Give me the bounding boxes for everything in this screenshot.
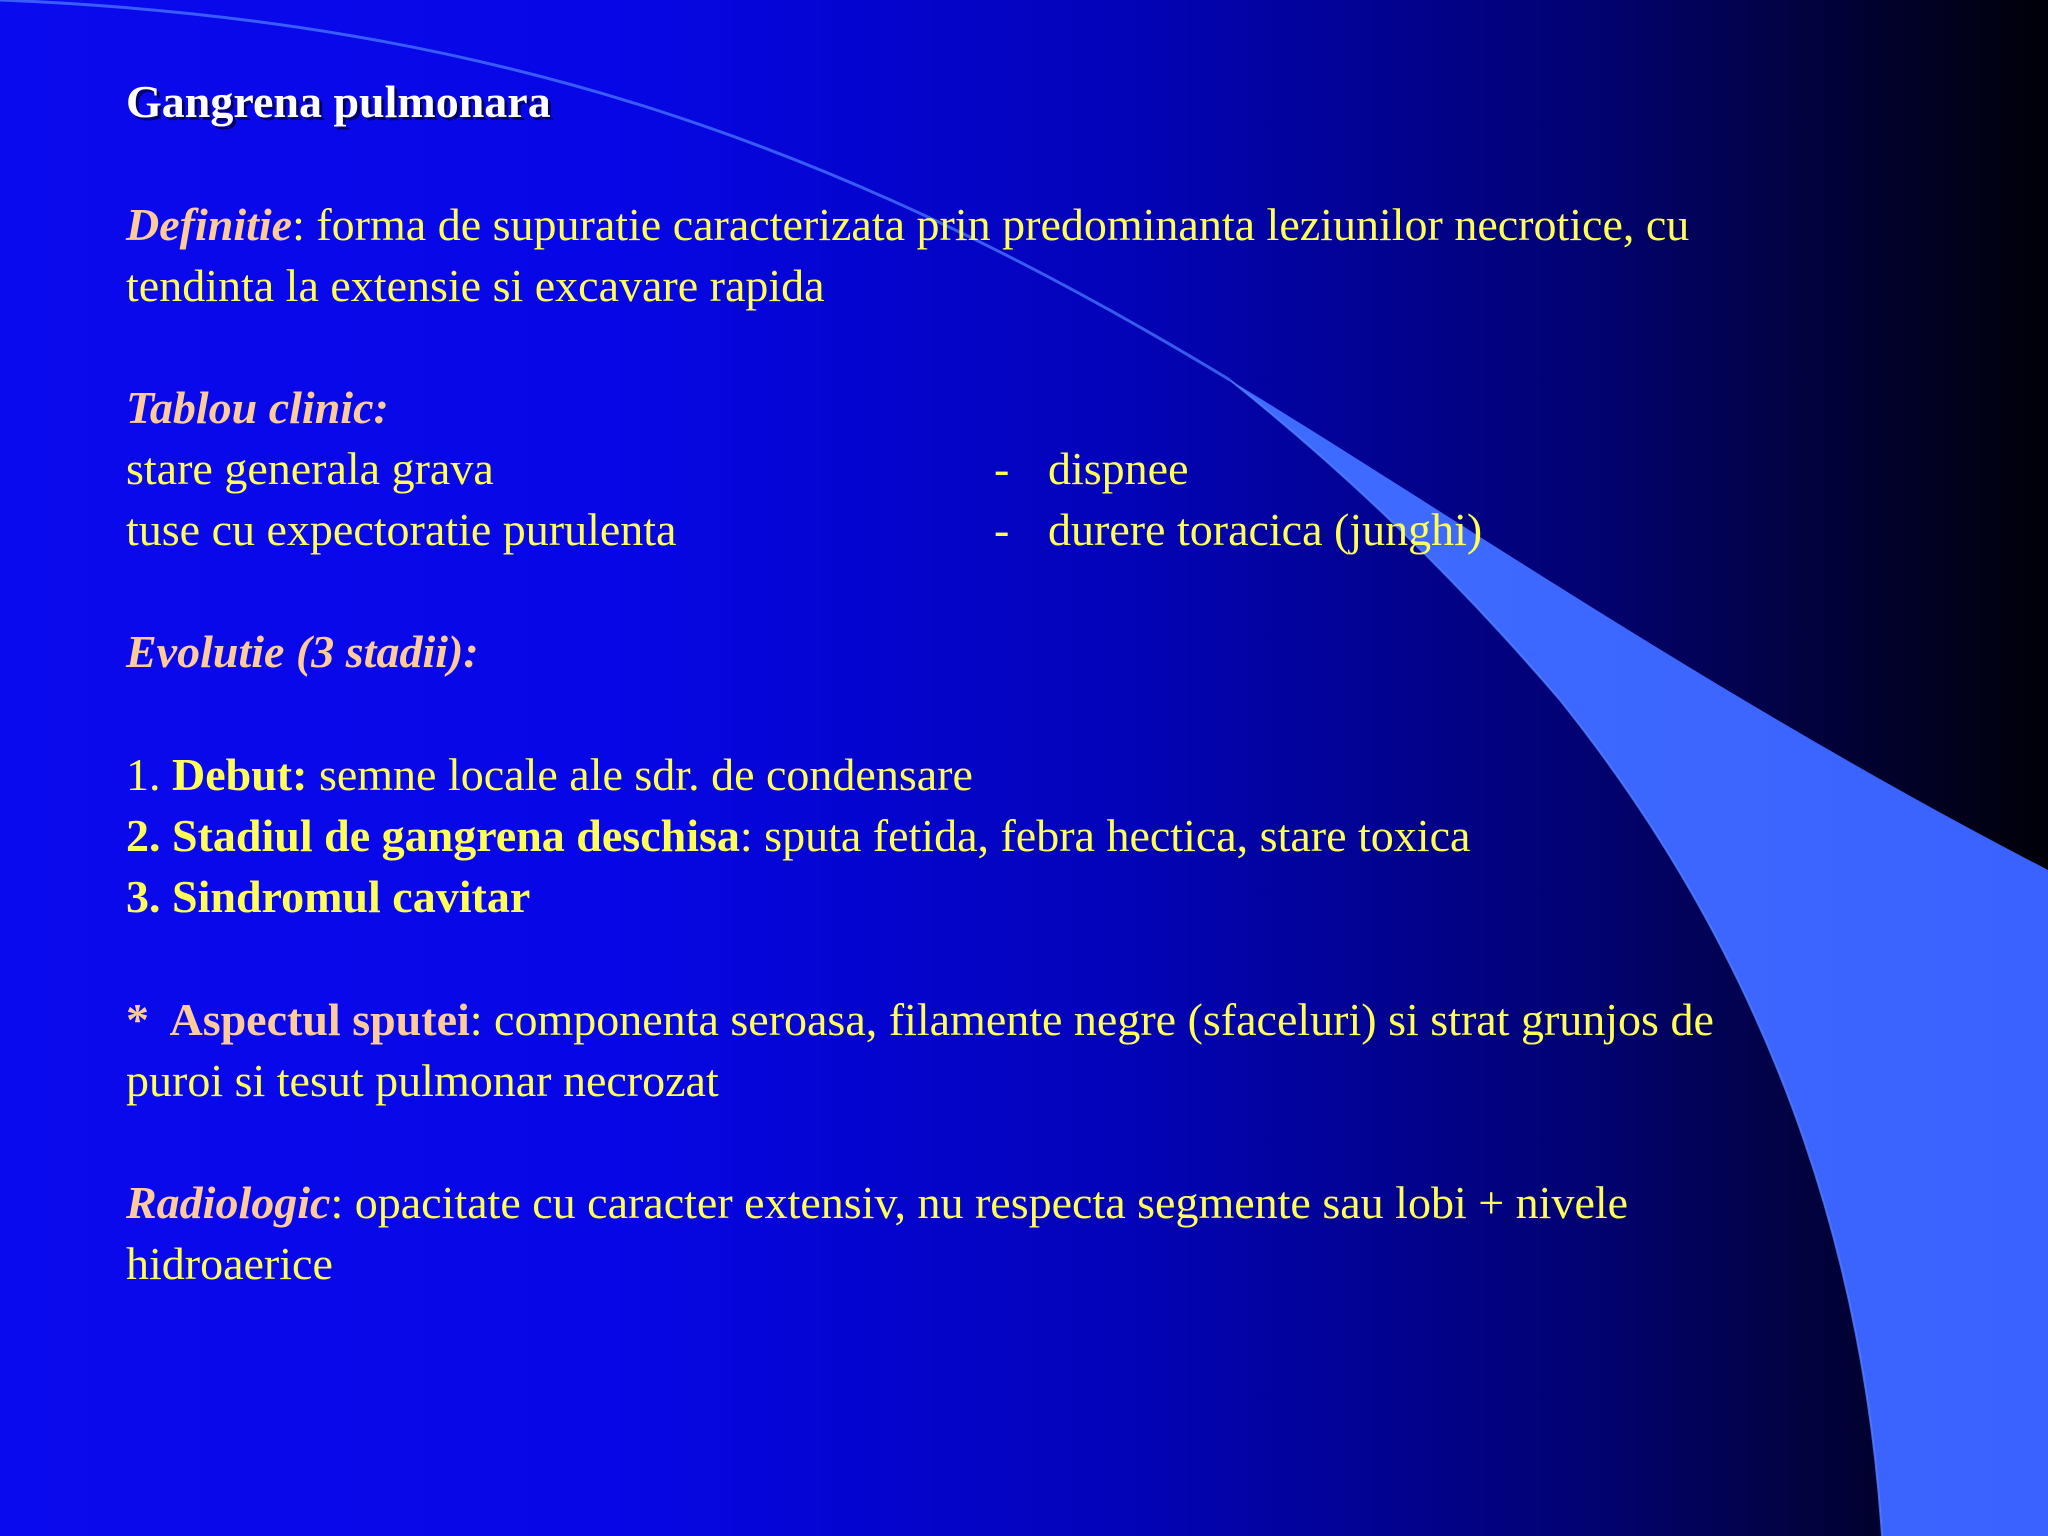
item-number: 3. <box>126 871 172 922</box>
bullet-dash: - <box>994 443 1010 494</box>
item-head: Debut: <box>172 749 308 800</box>
tablou-right-text-2: durere toracica (junghi) <box>1048 504 1483 555</box>
definitie-text-1: : forma de supuratie caracterizata prin predominanta leziunilor necrotice, cu <box>292 199 1690 250</box>
radiologic-label: Radiologic <box>126 1177 331 1228</box>
item-text: : sputa fetida, febra hectica, stare toxica <box>739 810 1471 861</box>
evolutie-item-2 <box>126 806 1470 866</box>
item-number: 2. <box>126 810 172 861</box>
item-number: 1. <box>126 749 172 800</box>
tablou-clinic-label: Tablou clinic: <box>126 382 389 433</box>
item-text: semne locale ale sdr. de condensare <box>307 749 973 800</box>
radiologic-line-2: hidroaerice <box>126 1238 333 1289</box>
tablou-right-text-1: dispnee <box>1048 443 1189 494</box>
evolutie-label: Evolutie (3 stadii): <box>126 626 479 677</box>
tablou-left-2: tuse cu expectoratie purulenta <box>126 504 677 555</box>
slide-title: Gangrena pulmonara <box>126 76 551 127</box>
asterisk: * <box>126 994 170 1045</box>
tablou-right-2 <box>994 500 1482 560</box>
item-head: Sindromul cavitar <box>172 871 531 922</box>
evolutie-item-3 <box>126 867 530 927</box>
radiologic-line-1 <box>126 1173 1628 1233</box>
aspect-text-1: : componenta seroasa, filamente negre (sfaceluri) si strat grunjos de <box>469 994 1714 1045</box>
definitie-line-2: tendinta la extensie si excavare rapida <box>126 260 825 311</box>
aspect-label: Aspectul sputei <box>169 994 470 1045</box>
aspect-line-2: puroi si tesut pulmonar necrozat <box>126 1055 719 1106</box>
bullet-dash: - <box>994 504 1010 555</box>
item-head: Stadiul de gangrena deschisa <box>172 810 740 861</box>
radiologic-text-1: : opacitate cu caracter extensiv, nu respecta segmente sau lobi + nivele <box>330 1177 1629 1228</box>
tablou-left-1: stare generala grava <box>126 443 494 494</box>
aspect-line-1 <box>126 990 1714 1050</box>
definitie-label: Definitie <box>126 199 293 250</box>
evolutie-item-1 <box>126 745 973 805</box>
definitie-line-1 <box>126 195 1689 255</box>
tablou-right-1 <box>994 439 1189 499</box>
